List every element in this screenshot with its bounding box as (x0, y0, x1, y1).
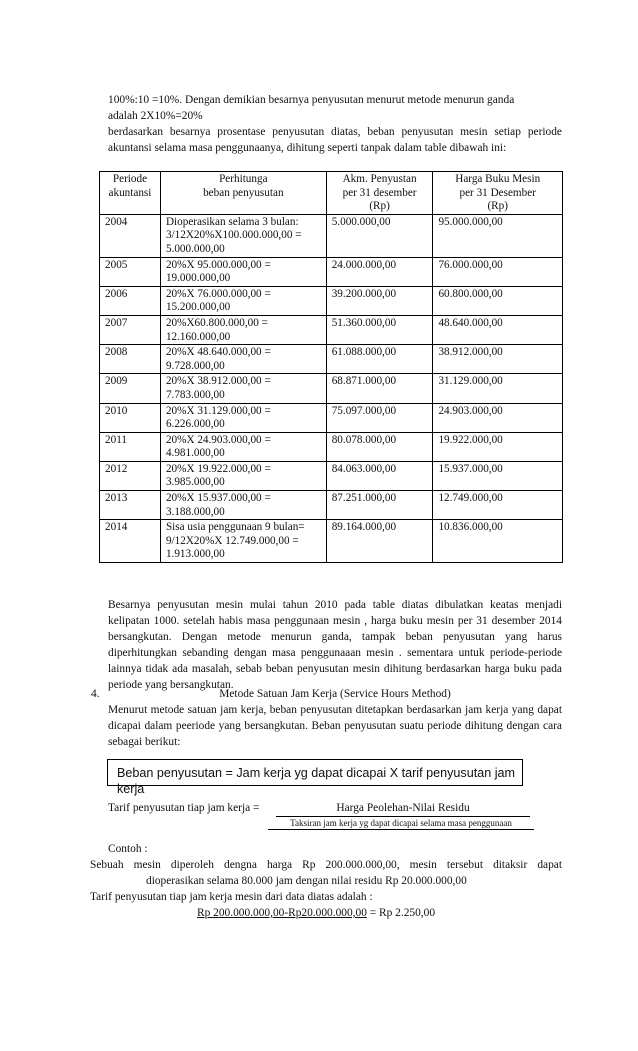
cell-calculation (160, 403, 326, 432)
cell-calculation (160, 461, 326, 490)
calc-line: 12.160.000,00 (165, 330, 231, 343)
header-text: Harga Buku Mesin (455, 173, 541, 185)
table-row (100, 214, 563, 257)
calc-line: 20%X 24.903.000,00 = (165, 433, 271, 446)
cell-calculation (160, 315, 326, 344)
cell-calculation (160, 374, 326, 403)
cell-year: 2012 (100, 461, 161, 490)
calc-line: 20%X 31.129.000,00 = (165, 404, 271, 417)
table-header-row (100, 172, 563, 215)
example-line-1: Sebuah mesin diperoleh dengna harga Rp 200.000.000,00, mesin tersebut ditaksir dapat (90, 859, 562, 871)
cell-akumulasi: 61.088.000,00 (326, 345, 433, 374)
calc-line: 3.985.000,00 (165, 476, 225, 489)
intro-paragraph: berdasarkan besarnya prosentase penyusutan diatas, beban penyusutan mesin setiap periode akuntansi selama masa penggunaanya, dihitung seperti tanpak dalam table dibawah ini: (108, 126, 562, 154)
example-line-3: Tarif penyusutan tiap jam kerja mesin dari data diatas adalah : (90, 891, 373, 903)
calc-line: 20%X 95.000.000,00 = (165, 258, 271, 271)
header-periode (100, 172, 161, 215)
header-text: per 31 desember (342, 186, 417, 199)
table-row (100, 345, 563, 374)
table-row (100, 257, 563, 286)
calc-line: 5.000.000,00 (165, 242, 225, 255)
cell-year: 2013 (100, 491, 161, 520)
calc-line: 20%X 76.000.000,00 = (165, 287, 271, 300)
header-text: Periode (112, 173, 148, 185)
calc-line: 20%X 19.922.000,00 = (165, 462, 271, 475)
intro-line-1: 100%:10 =10%. Dengan demikian besarnya penyusutan menurut metode menurun ganda (108, 94, 515, 106)
calc-line: 7.783.000,00 (165, 388, 225, 401)
cell-akumulasi: 39.200.000,00 (326, 286, 433, 315)
intro-line-2: adalah 2X10%=20% (108, 110, 203, 122)
header-text: (Rp) (487, 200, 508, 213)
calc-line: 6.226.000,00 (165, 418, 225, 431)
cell-calculation (160, 286, 326, 315)
cell-calculation (160, 491, 326, 520)
cell-akumulasi: 75.097.000,00 (326, 403, 433, 432)
table-row (100, 491, 563, 520)
table-row (100, 432, 563, 461)
cell-year: 2006 (100, 286, 161, 315)
formula-box: Beban penyusutan = Jam kerja yg dapat dicapai X tarif penyusutan jam kerja (107, 759, 523, 786)
tarif-denominator: Taksiran jam kerja yg dapat dicapai selama masa penggunaan (268, 818, 534, 830)
example-line-2: dioperasikan selama 80.000 jam dengan nilai residu Rp 20.000.000,00 (146, 875, 467, 887)
header-perhitungan (160, 172, 326, 215)
cell-calculation (160, 257, 326, 286)
table-row (100, 520, 563, 563)
calc-line: 19.000.000,00 (165, 272, 231, 285)
cell-calculation (160, 520, 326, 563)
calc-line: 1.913.000,00 (165, 548, 225, 561)
calc-line: 20%X 38.912.000,00 = (165, 375, 271, 388)
table-row (100, 374, 563, 403)
cell-harga-buku: 15.937.000,00 (433, 461, 563, 490)
section-title: Metode Satuan Jam Kerja (Service Hours Method) (219, 688, 451, 700)
header-text: beban penyusutan (203, 186, 284, 199)
calc-line: 9/12X20%X 12.749.000,00 = (165, 534, 299, 547)
header-text: Akm. Penyustan (342, 173, 417, 185)
cell-year: 2010 (100, 403, 161, 432)
cell-akumulasi: 51.360.000,00 (326, 315, 433, 344)
cell-akumulasi: 84.063.000,00 (326, 461, 433, 490)
after-table-paragraph: Besarnya penyusutan mesin mulai tahun 2010 pada table diatas dibulatkan keatas menjadi kelipatan 1000. setelah habis masa penggunaan mesin , harga buku mesin per 31 desember 2014 bersangkutan. Dengan metode menurun ganda, tampak beban penyusutan yang harus diperhitungkan sebanding dengan masa penggunaaan mesin . sementara untuk periode-periode lainnya tidak ada masalah, sebab beban penyusutan mesin dihitung berdasarkan harga buku pada periode yang bersangkutan. (108, 599, 562, 691)
header-harga-buku (433, 172, 563, 215)
section-body: Menurut metode satuan jam kerja, beban penyusutan ditetapkan berdasarkan jam kerja yang dapat dicapai dalam peeriode yang bersangkutan. Beban penyusutan suatu periode dihitung dengan cara sebagai berikut: (108, 704, 562, 748)
header-text: akuntansi (108, 186, 152, 199)
cell-akumulasi: 5.000.000,00 (326, 214, 433, 257)
cell-year: 2008 (100, 345, 161, 374)
example-calc-result: = Rp 2.250,00 (366, 907, 436, 919)
table-row (100, 286, 563, 315)
header-text: (Rp) (369, 200, 390, 213)
calc-line: 4.981.000,00 (165, 447, 225, 460)
calc-line: 3/12X20%X100.000.000,00 = (165, 229, 302, 242)
calc-line: 15.200.000,00 (165, 301, 231, 314)
cell-harga-buku: 38.912.000,00 (433, 345, 563, 374)
cell-year: 2007 (100, 315, 161, 344)
table-row (100, 461, 563, 490)
cell-harga-buku: 10.836.000,00 (433, 520, 563, 563)
cell-akumulasi: 68.871.000,00 (326, 374, 433, 403)
example-heading: Contoh : (108, 843, 148, 855)
header-text: per 31 Desember (459, 186, 536, 199)
cell-akumulasi: 24.000.000,00 (326, 257, 433, 286)
calc-line: 20%X60.800.000,00 = (165, 316, 268, 329)
cell-harga-buku: 12.749.000,00 (433, 491, 563, 520)
cell-akumulasi: 80.078.000,00 (326, 432, 433, 461)
cell-calculation (160, 214, 326, 257)
section-number: 4. (91, 688, 100, 700)
cell-harga-buku: 24.903.000,00 (433, 403, 563, 432)
depreciation-table (99, 171, 563, 563)
cell-year: 2005 (100, 257, 161, 286)
calc-line: 20%X 15.937.000,00 = (165, 492, 271, 505)
calc-line: 3.188.000,00 (165, 505, 225, 518)
cell-akumulasi: 89.164.000,00 (326, 520, 433, 563)
cell-year: 2014 (100, 520, 161, 563)
example-calc-fraction: Rp 200.000.000,00-Rp20.000.000,00 (197, 907, 367, 919)
header-text: Perhitunga (219, 173, 268, 185)
table-row (100, 315, 563, 344)
cell-harga-buku: 31.129.000,00 (433, 374, 563, 403)
cell-year: 2011 (100, 432, 161, 461)
calc-line: 20%X 48.640.000,00 = (165, 346, 271, 359)
cell-year: 2009 (100, 374, 161, 403)
cell-harga-buku: 48.640.000,00 (433, 315, 563, 344)
tarif-label: Tarif penyusutan tiap jam kerja = (108, 802, 260, 814)
calc-line: Dioperasikan selama 3 bulan: (165, 215, 299, 228)
tarif-numerator: Harga Peolehan-Nilai Residu (276, 800, 530, 817)
table-row (100, 403, 563, 432)
cell-harga-buku: 19.922.000,00 (433, 432, 563, 461)
cell-calculation (160, 345, 326, 374)
cell-harga-buku: 95.000.000,00 (433, 214, 563, 257)
intro-text (108, 92, 562, 156)
cell-calculation (160, 432, 326, 461)
cell-harga-buku: 60.800.000,00 (433, 286, 563, 315)
calc-line: 9.728.000,00 (165, 359, 225, 372)
header-akumulasi (326, 172, 433, 215)
cell-year: 2004 (100, 214, 161, 257)
cell-harga-buku: 76.000.000,00 (433, 257, 563, 286)
calc-line: Sisa usia penggunaan 9 bulan= (165, 521, 305, 534)
cell-akumulasi: 87.251.000,00 (326, 491, 433, 520)
example-calc (197, 905, 435, 921)
